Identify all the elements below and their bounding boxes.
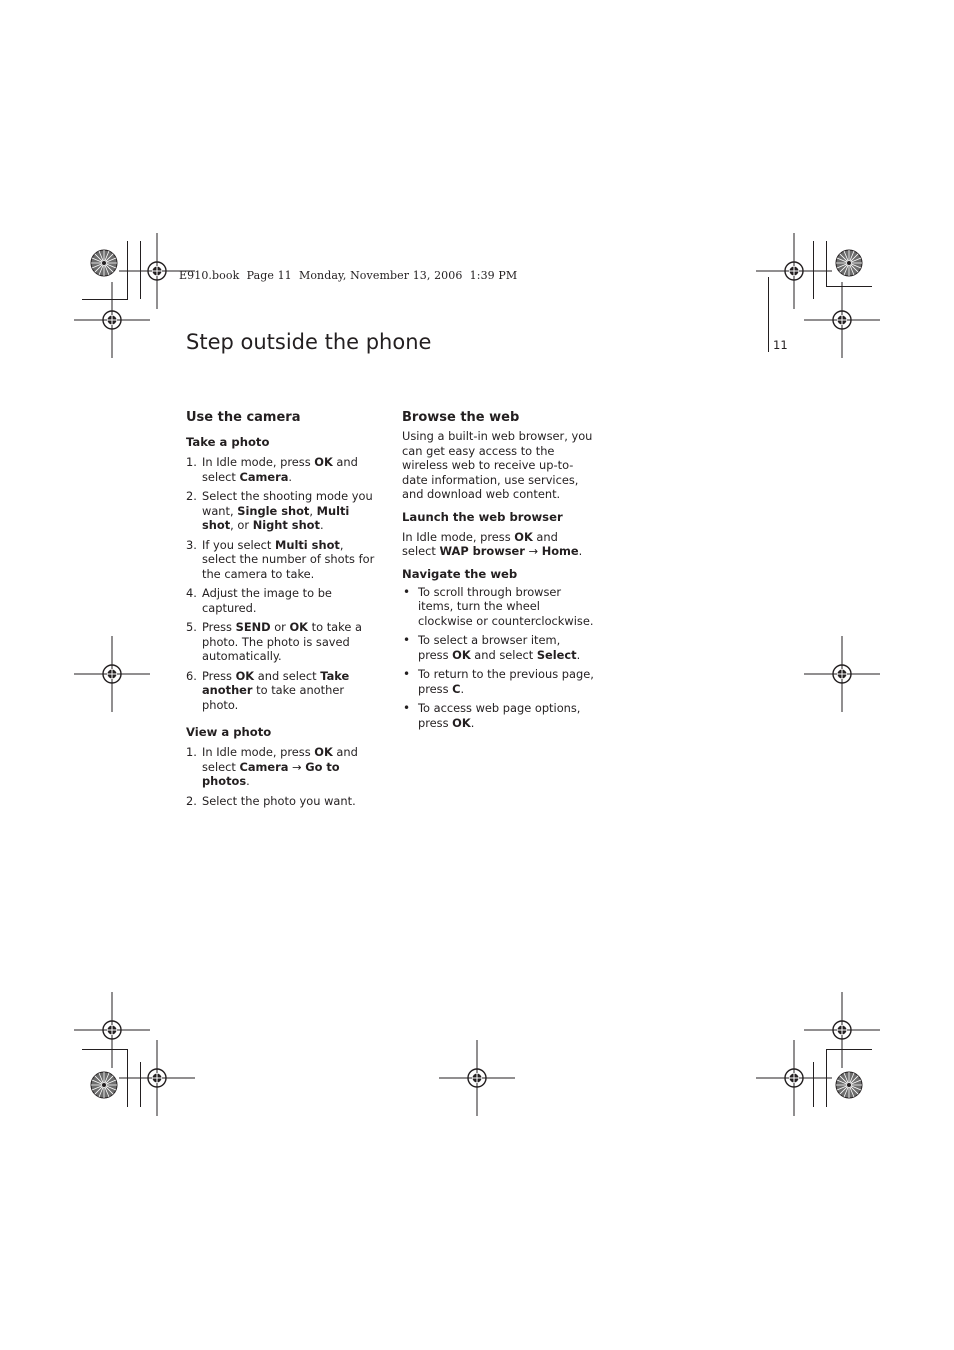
list-item: • To return to the previous page, press C. [403,667,594,696]
right-column [402,409,594,735]
registration-target-icon [119,1040,195,1116]
launch-browser-text: In Idle mode, press OK and select WAP browser → Home. [402,529,583,558]
print-header: E910.book Page 11 Monday, November 13, 2006 1:39 PM [179,269,518,282]
registration-target-icon [756,233,832,309]
list-item: 2. Select the photo you want. [186,793,356,808]
subheading-navigate-web: Navigate the web [402,566,518,581]
bullet-icon: • [403,667,411,681]
subheading-view-photo: View a photo [186,725,272,739]
registration-target-icon [804,282,880,358]
subheading-take-photo: Take a photo [186,435,270,449]
bullet-icon: • [403,701,411,715]
navigate-web-list [402,585,594,731]
left-column [186,409,376,813]
list-item: • To access web page options, press OK. [403,701,581,730]
web-intro-paragraph: Using a built-in web browser, you can get easy access to the wireless web to receive up-to-date information, use services, and download web content. [402,429,593,501]
list-item: • To select a browser item, press OK and select Select. [403,633,581,662]
registration-target-icon [756,1040,832,1116]
registration-target-icon [804,636,880,712]
color-bar-star-icon [91,1072,117,1098]
registration-target-icon [74,282,150,358]
subheading-launch-browser: Launch the web browser [402,509,563,524]
section-heading-web: Browse the web [402,410,520,425]
list-item: 1. In Idle mode, press OK and select Camera → Go to photos. [186,745,358,788]
color-bar-star-icon [836,250,862,276]
list-item: 1. In Idle mode, press OK and select Camera. [186,455,358,484]
list-item: 5. Press SEND or OK to take a photo. The photo is saved automatically. [186,620,362,663]
registration-target-icon [74,992,150,1068]
page-title: Step outside the phone [186,330,432,354]
take-photo-steps [186,455,376,712]
registration-target-icon [439,1040,515,1116]
view-photo-steps [186,745,376,808]
page-number: 11 [773,338,788,352]
registration-target-icon [804,992,880,1068]
color-bar-star-icon [836,1072,862,1098]
bullet-icon: • [403,633,411,647]
list-item: • To scroll through browser items, turn the wheel clockwise or counterclockwise. [403,584,594,628]
registration-target-icon [74,636,150,712]
list-item: 4. Adjust the image to be captured. [186,586,332,615]
list-item: 6. Press OK and select Take another to take another photo. [186,668,350,712]
section-heading-camera: Use the camera [186,410,301,425]
list-item: 2. Select the shooting mode you want, Single shot, Multi shot, or Night shot. [186,489,373,532]
color-bar-star-icon [91,250,117,276]
list-item: 3. If you select Multi shot, select the number of shots for the camera to take. [186,537,375,581]
bullet-icon: • [403,584,411,599]
